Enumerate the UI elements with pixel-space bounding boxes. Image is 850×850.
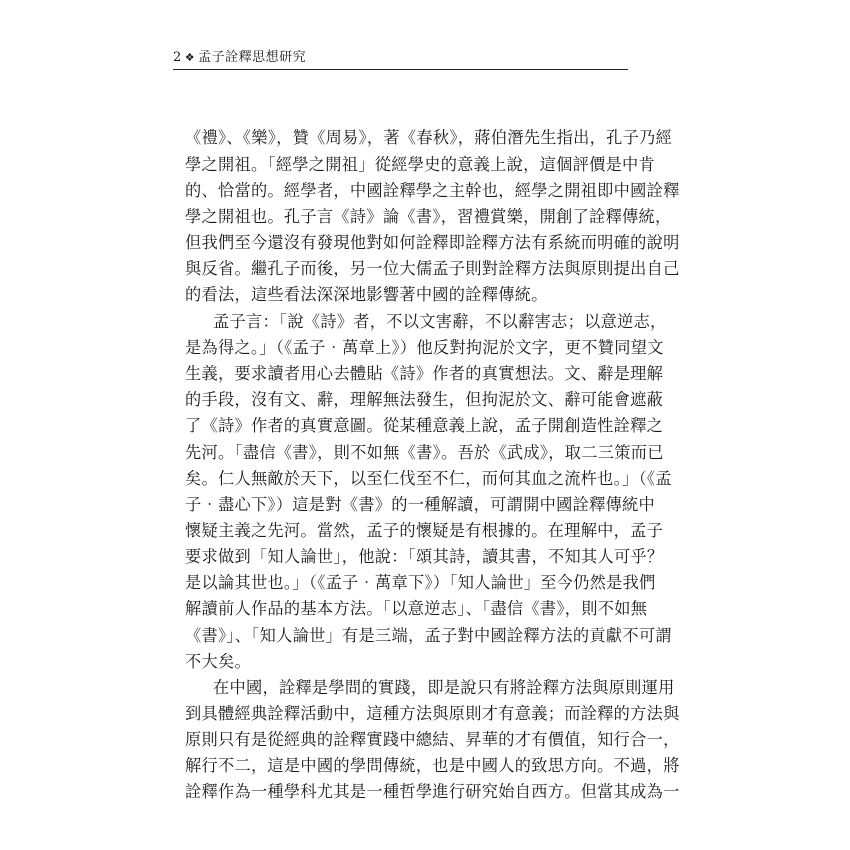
text-line: 學之開祖。「經學之開祖」從經學史的意義上說，這個評價是中肯 — [185, 155, 656, 174]
text-line: 的手段，沒有文、辭，理解無法發生，但拘泥於文、辭可能會遮蔽 — [185, 390, 664, 409]
page-number: 2 — [173, 50, 182, 65]
text-line: 原則只有是從經典的詮釋實踐中總結、昇華的才有價值，知行合一， — [185, 730, 680, 749]
text-line: 的、恰當的。經學者，中國詮釋學之主幹也，經學之開祖即中國詮釋 — [185, 181, 680, 200]
book-title: 孟子詮釋思想研究 — [198, 50, 307, 65]
text-line: 的看法，這些看法深深地影響著中國的詮釋傳統。 — [185, 285, 548, 304]
text-line: 解讀前人作品的基本方法。「以意逆志」、「盡信《書》，則不如無 — [185, 599, 648, 618]
text-line: 但我們至今還沒有發現他對如何詮釋即詮釋方法有系統而明確的說明 — [185, 233, 680, 252]
text-line: 不大矣。 — [185, 652, 251, 671]
text-line: 矣。仁人無敵於天下，以至仁伐至不仁，而何其血之流杵也。」（《孟 — [185, 469, 672, 488]
text-line: 是為得之。」（《孟子‧萬章上》）他反對拘泥於文字，更不贊同望文 — [185, 338, 664, 357]
text-line: 是以論其世也。」（《孟子‧萬章下》）「知人論世」至今仍然是我們 — [185, 573, 656, 592]
running-header — [173, 50, 628, 66]
text-line: 孟子言：「說《詩》者，不以文害辭，不以辭害志；以意逆志， — [213, 312, 667, 331]
text-line: 懷疑主義之先河。當然，孟子的懷疑是有根據的。在理解中，孟子 — [185, 521, 664, 540]
text-line: 解行不二，這是中國的學問傳統，也是中國人的致思方向。不過，將 — [185, 756, 680, 775]
header-rule — [173, 69, 628, 70]
text-line: 學之開祖也。孔子言《詩》論《書》，習禮賞樂，開創了詮釋傳統， — [185, 207, 672, 226]
text-line: 《禮》、《樂》，贊《周易》，著《春秋》，蔣伯潛先生指出，孔子乃經 — [185, 128, 673, 147]
text-line: 子‧盡心下》）這是對《書》的一種解讀，可謂開中國詮釋傳統中 — [185, 495, 656, 514]
text-line: 在中國，詮釋是學問的實踐，即是說只有將詮釋方法與原則運用 — [213, 678, 675, 697]
text-line: 《書》」、「知人論世」有是三端，孟子對中國詮釋方法的貢獻不可謂 — [185, 626, 672, 645]
text-line: 了《詩》作者的真實意圖。從某種意義上說，孟子開創造性詮釋之 — [185, 416, 664, 435]
text-line: 詮釋作為一種學科尤其是一種哲學進行研究始自西方。但當其成為一 — [185, 782, 680, 801]
text-line: 先河。「盡信《書》，則不如無《書》。吾於《武成》，取二三策而已 — [185, 443, 664, 462]
text-line: 到具體經典詮釋活動中，這種方法與原則才有意義；而詮釋的方法與 — [185, 704, 680, 723]
text-line: 要求做到「知人論世」，他說：「頌其詩，讀其書，不知其人可乎？ — [185, 547, 664, 566]
text-line: 生義，要求讀者用心去體貼《詩》作者的真實想法。文、辭是理解 — [185, 364, 664, 383]
text-line: 與反省。繼孔子而後，另一位大儒孟子則對詮釋方法與原則提出自己 — [185, 259, 680, 278]
diamond-ornament-icon: ❖ — [184, 51, 196, 64]
